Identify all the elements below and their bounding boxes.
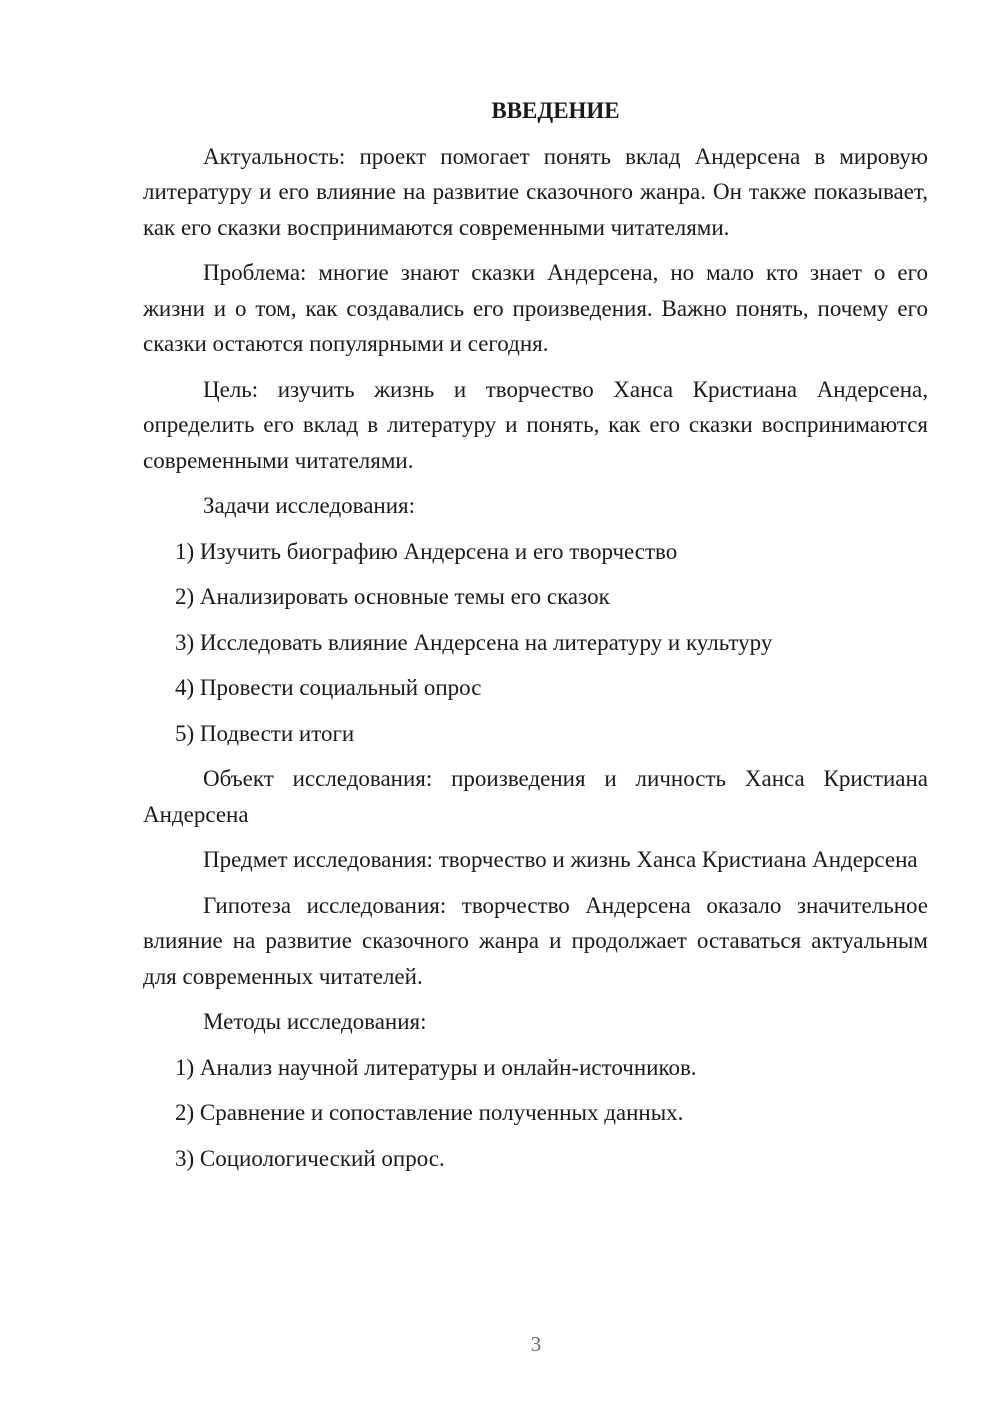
object-paragraph: Объект исследования: произведения и личность Ханса Кристиана Андерсена bbox=[143, 766, 928, 827]
list-item: 1) Анализ научной литературы и онлайн-источников. bbox=[175, 1054, 697, 1080]
page-content bbox=[143, 93, 928, 1186]
hypothesis-paragraph: Гипотеза исследования: творчество Андерсена оказало значительное влияние на развитие сказочного жанра и продолжает оставаться актуальным для современных читателей. bbox=[143, 892, 928, 989]
goal-paragraph: Цель: изучить жизнь и творчество Ханса Кристиана Андерсена, определить его вклад в литературу и понять, как его сказки воспринимаются современными читателями. bbox=[143, 376, 928, 473]
list-item: 3) Социологический опрос. bbox=[175, 1145, 445, 1171]
methods-label: Методы исследования: bbox=[203, 1009, 427, 1034]
list-item: 2) Анализировать основные темы его сказок bbox=[175, 584, 610, 609]
list-item: 2) Сравнение и сопоставление полученных данных. bbox=[175, 1100, 684, 1125]
subject-paragraph: Предмет исследования: творчество и жизнь Ханса Кристиана Андерсена bbox=[203, 847, 918, 872]
tasks-list bbox=[143, 534, 928, 752]
page-number: 3 bbox=[530, 1332, 542, 1356]
list-item: 3) Исследовать влияние Андерсена на литературу и культуру bbox=[175, 629, 773, 655]
problem-paragraph: Проблема: многие знают сказки Андерсена, но мало кто знает о его жизни и о том, как создавались его произведения. Важно понять, почему его сказки остаются популярными и сегодня. bbox=[143, 260, 928, 356]
methods-list bbox=[143, 1050, 928, 1177]
list-item: 4) Провести социальный опрос bbox=[175, 675, 482, 700]
section-heading: ВВЕДЕНИЕ bbox=[491, 98, 620, 123]
list-item: 1) Изучить биографию Андерсена и его творчество bbox=[175, 538, 678, 564]
list-item: 5) Подвести итоги bbox=[175, 720, 355, 746]
tasks-label: Задачи исследования: bbox=[203, 493, 416, 518]
relevance-paragraph: Актуальность: проект помогает понять вклад Андерсена в мировую литературу и его влияние на развитие сказочного жанра. Он также показывает, как его сказки воспринимаются современными читателями. bbox=[143, 143, 928, 240]
